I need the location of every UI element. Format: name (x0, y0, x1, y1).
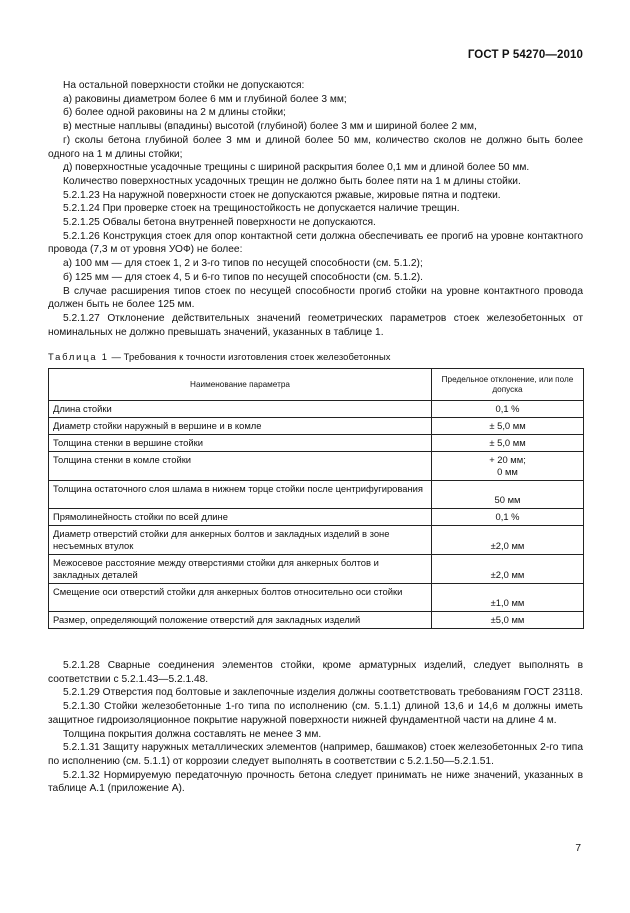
table-row (49, 612, 584, 629)
param-cell: Длина стойки (49, 401, 432, 418)
paragraph: 5.2.1.29 Отверстия под болтовые и заклепочные изделия должны соответствовать требованиям ГОСТ 23118. (63, 687, 583, 699)
param-cell: Толщина стенки в комле стойки (49, 452, 432, 481)
table-row (49, 481, 584, 509)
table-row (49, 418, 584, 435)
table-row (49, 526, 584, 555)
paragraph: а) раковины диаметром более 6 мм и глубиной более 3 мм; (63, 93, 347, 105)
table-caption (48, 351, 583, 362)
param-cell: Смещение оси отверстий стойки для анкерных болтов относительно оси стойки (49, 584, 432, 612)
table-row (49, 401, 584, 418)
paragraph: 5.2.1.31 Защиту наружных металлических элементов (например, башмаков) стоек железобетонных 2-го типа по исполнению (см. 5.1.1) от коррозии следует выполнять в соответствии с 5.2.1.50—5.2.1.51. (48, 742, 583, 767)
paragraph: а) 100 мм — для стоек 1, 2 и 3-го типов по несущей способности (см. 5.1.2); (63, 258, 423, 270)
tolerance-cell: 50 мм (432, 481, 584, 509)
body-text-top (48, 79, 583, 339)
param-cell: Толщина стенки в вершине стойки (49, 435, 432, 452)
paragraph: 5.2.1.28 Сварные соединения элементов стойки, кроме арматурных изделий, следует выполнять в соответствии с 5.2.1.43—5.2.1.48. (48, 660, 583, 685)
table-row (49, 435, 584, 452)
param-cell: Толщина остаточного слоя шлама в нижнем торце стойки после центрифугирования (49, 481, 432, 509)
tolerance-cell: ±5,0 мм (432, 612, 584, 629)
paragraph: 5.2.1.30 Стойки железобетонные 1-го типа по исполнению (см. 5.1.1) длиной 13,6 и 14,6 м должны иметь защитное гидроизоляционное покрытие наружной поверхности нижней фундаментной части на длине 4 м. (48, 701, 583, 726)
paragraph: Толщина покрытия должна составлять не менее 3 мм. (63, 728, 322, 740)
table-row (49, 452, 584, 481)
tolerance-cell: ±2,0 мм (432, 555, 584, 584)
tolerance-cell: ± 5,0 мм (432, 418, 584, 435)
tolerance-cell: ± 5,0 мм (432, 435, 584, 452)
paragraph: д) поверхностные усадочные трещины с шириной раскрытия более 0,1 мм и длиной более 50 мм. (63, 162, 530, 174)
tolerance-table (48, 368, 584, 629)
tolerance-cell: 0,1 % (432, 401, 584, 418)
paragraph: г) сколы бетона глубиной более 3 мм и длиной более 50 мм, количество сколов не должно быть более одного на 1 м длины стойки; (48, 134, 583, 160)
paragraph: 5.2.1.27 Отклонение действительных значений геометрических параметров стоек железобетонных от номинальных не должно превышать значений, указанных в таблице 1. (48, 312, 583, 338)
paragraph: б) 125 мм — для стоек 4, 5 и 6-го типов по несущей способности (см. 5.1.2). (63, 271, 423, 283)
table-row (49, 509, 584, 526)
page-number: 7 (575, 843, 581, 854)
table-row (49, 555, 584, 584)
tolerance-cell: 0,1 % (432, 509, 584, 526)
tolerance-cell: + 20 мм; 0 мм (432, 452, 584, 481)
paragraph: 5.2.1.25 Обвалы бетона внутренней поверхности не допускаются. (63, 217, 376, 229)
paragraph: в) местные наплывы (впадины) высотой (глубиной) более 3 мм и шириной более 2 мм, (63, 121, 477, 133)
paragraph: 5.2.1.24 При проверке стоек на трещиностойкость не допускается наличие трещин. (63, 203, 460, 215)
table-caption-label: Таблица 1 (48, 351, 109, 362)
body-text-bottom (48, 659, 583, 796)
table-header-row (49, 369, 584, 401)
paragraph: На остальной поверхности стойки не допускаются: (63, 80, 305, 91)
param-cell: Межосевое расстояние между отверстиями стойки для анкерных болтов и закладных деталей (49, 555, 432, 584)
paragraph: 5.2.1.26 Конструкция стоек для опор контактной сети должна обеспечивать ее прогиб на уровне контактного провода (7,3 м от уровня УОФ) не более: (48, 230, 583, 256)
paragraph: В случае расширения типов стоек по несущей способности прогиб стойки на уровне контактного провода должен быть не более 125 мм. (48, 285, 583, 311)
table-caption-text: — Требования к точности изготовления стоек железобетонных (111, 351, 391, 362)
header-param: Наименование параметра (49, 369, 432, 401)
paragraph: 5.2.1.32 Нормируемую передаточную прочность бетона следует принимать не ниже значений, указанных в таблице А.1 (приложение А). (48, 769, 583, 795)
param-cell: Диаметр отверстий стойки для анкерных болтов и закладных изделий в зоне несъемных втулок (49, 526, 432, 555)
paragraph: 5.2.1.23 На наружной поверхности стоек не допускаются ржавые, жировые пятна и подтеки. (63, 189, 501, 201)
param-cell: Прямолинейность стойки по всей длине (49, 509, 432, 526)
param-cell: Размер, определяющий положение отверстий для закладных изделий (49, 612, 432, 629)
table-row (49, 584, 584, 612)
standard-code: ГОСТ Р 54270—2010 (467, 49, 583, 61)
header-tolerance: Предельное отклонение, или поле допуска (432, 369, 584, 401)
tolerance-cell: ±1,0 мм (432, 584, 584, 612)
paragraph: б) более одной раковины на 2 м длины стойки; (63, 107, 286, 119)
tolerance-cell: ±2,0 мм (432, 526, 584, 555)
param-cell: Диаметр стойки наружный в вершине и в комле (49, 418, 432, 435)
paragraph: Количество поверхностных усадочных трещин не должно быть более пяти на 1 м длины стойки. (63, 175, 521, 187)
